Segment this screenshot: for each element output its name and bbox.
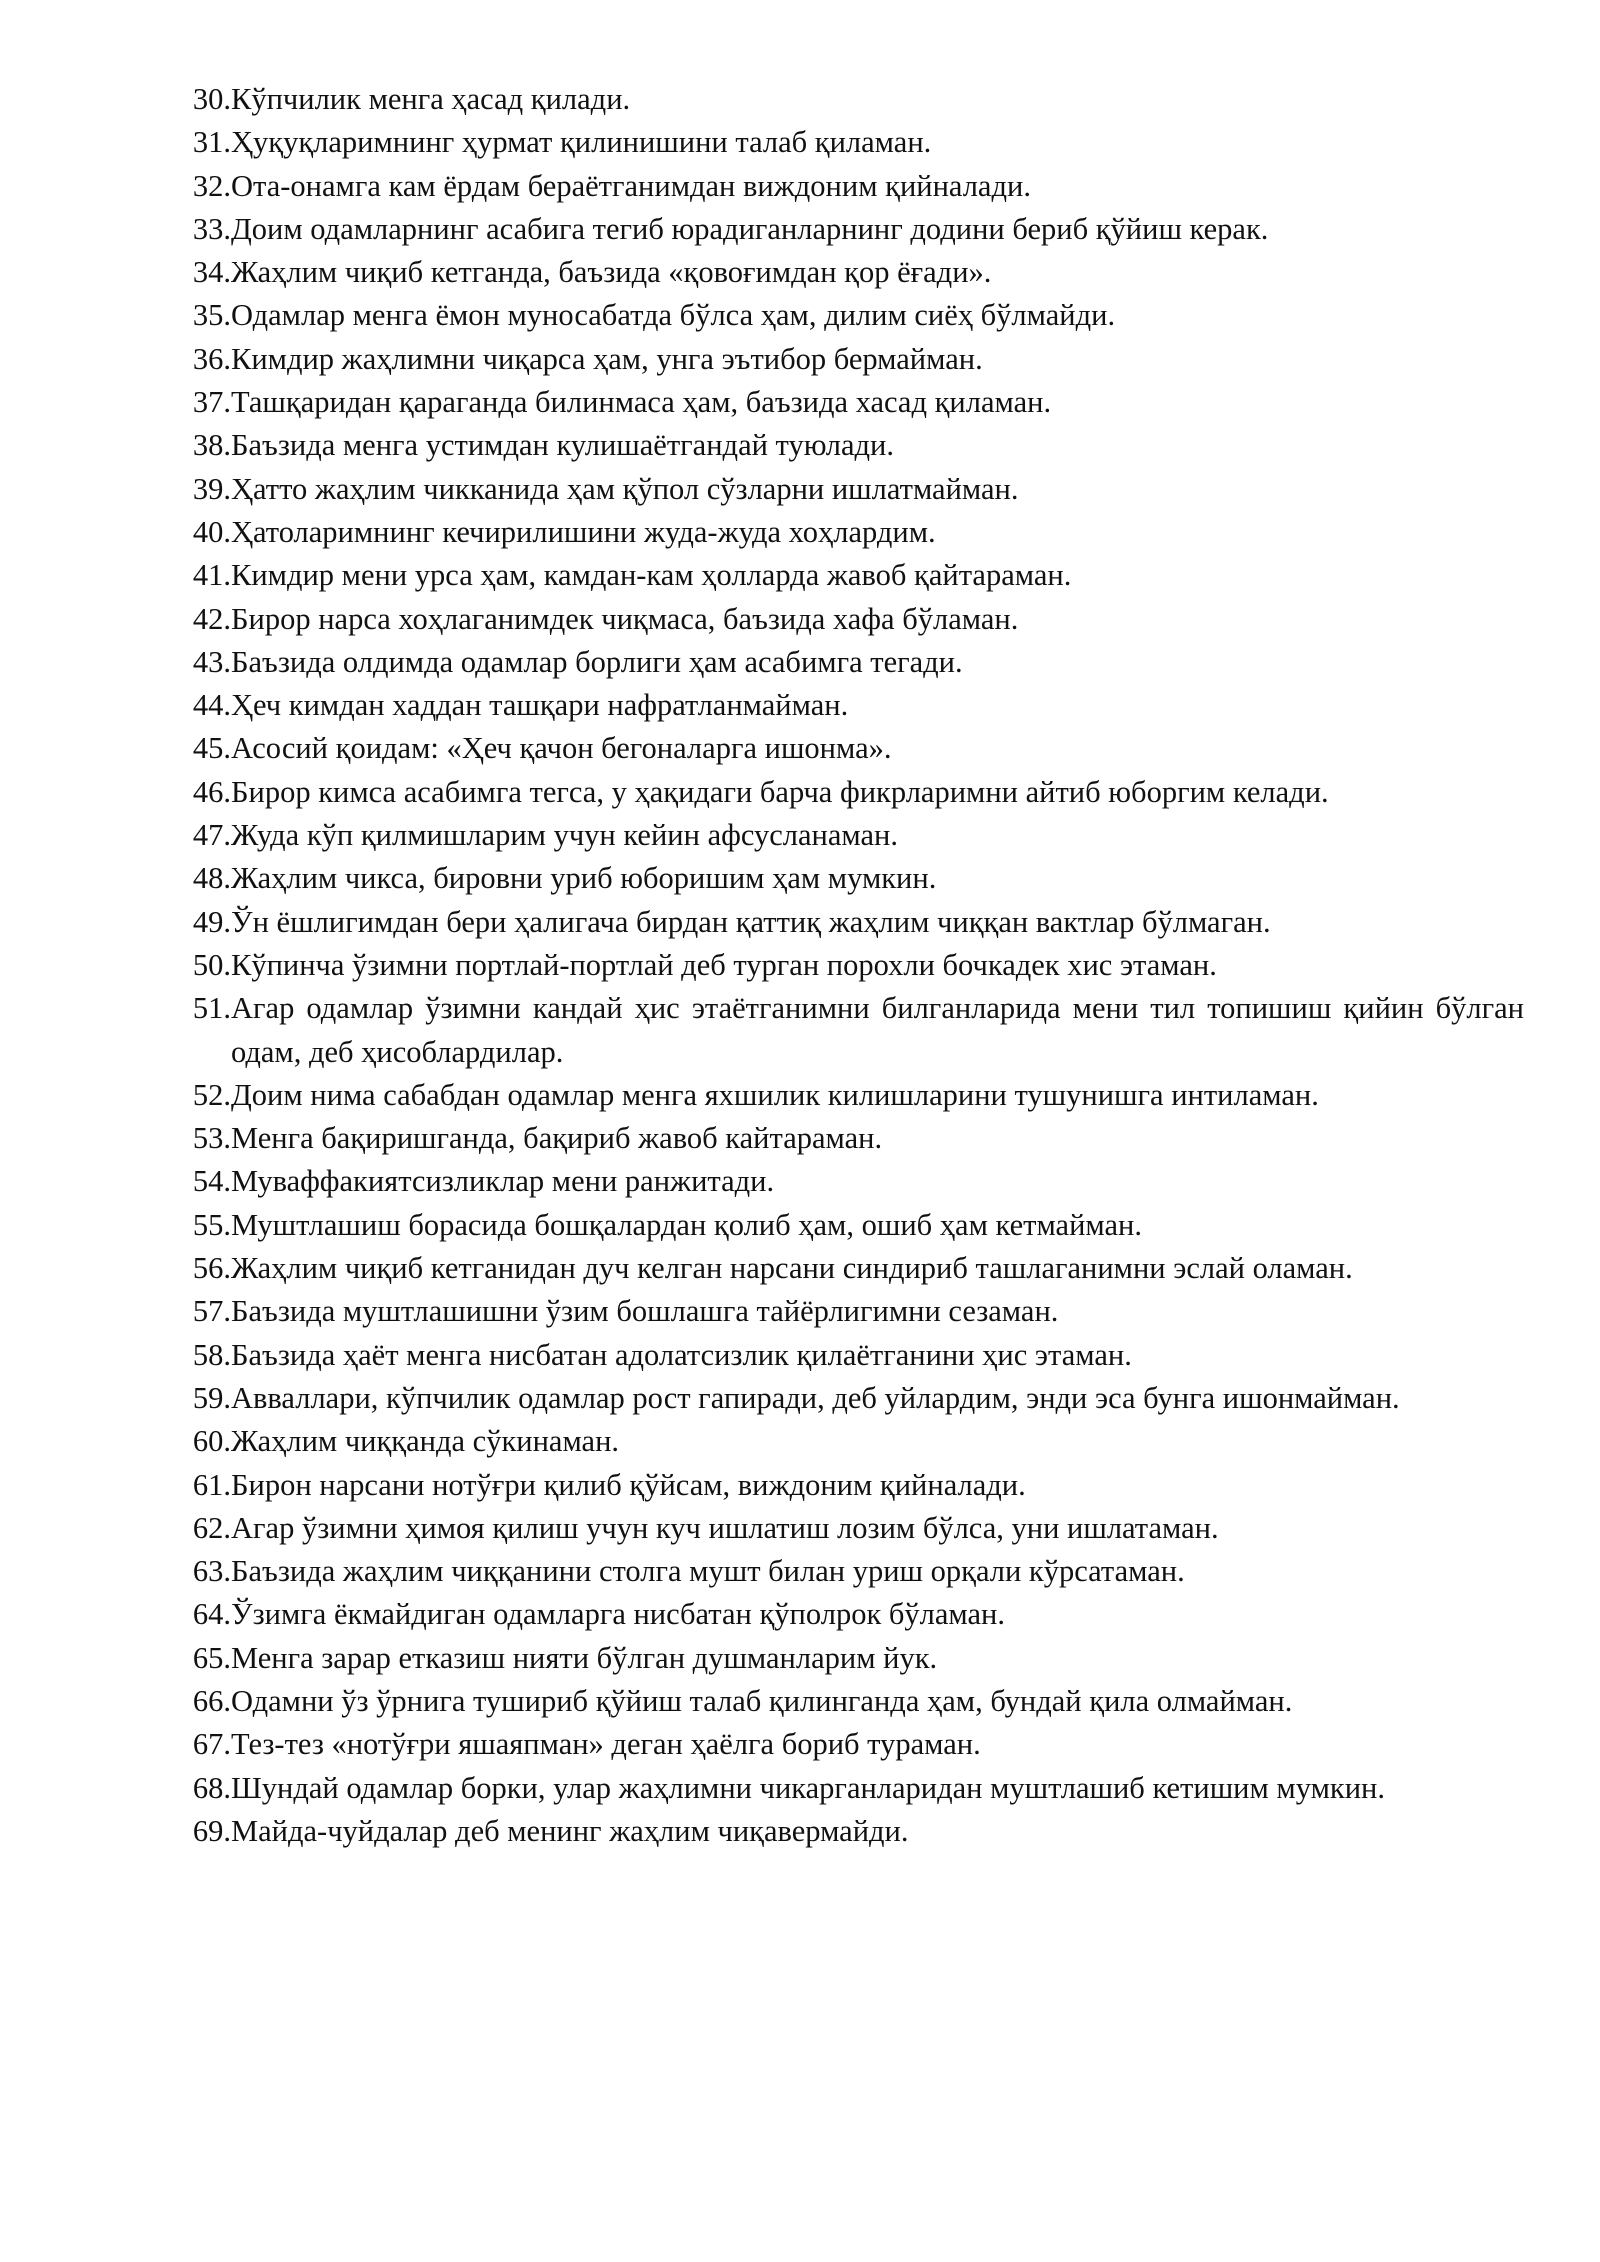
item-text: Ҳеч кимдан хаддан ташқари нафратланмайман. [231, 688, 849, 723]
item-text: Агар ўзимни ҳимоя қилиш учун куч ишлатиш лозим бўлса, уни ишлатаман. [231, 1510, 1219, 1545]
item-text: Баъзида муштлашишни ўзим бошлашга тайёрлигимни сезаман. [231, 1294, 1059, 1329]
list-item [178, 294, 1524, 337]
item-number: 40. [192, 514, 231, 549]
list-item [178, 338, 1524, 381]
item-text: Жаҳлим чиққанда сўкинаман. [231, 1424, 620, 1459]
list-item [178, 1507, 1524, 1550]
item-text: Муштлашиш борасида бошқалардан қолиб ҳам, ошиб ҳам кетмайман. [231, 1207, 1142, 1242]
list-item [178, 1767, 1524, 1810]
item-number: 54. [192, 1164, 231, 1199]
item-number: 63. [192, 1554, 231, 1589]
item-number: 60. [192, 1424, 231, 1459]
item-number: 50. [192, 947, 231, 982]
item-text: Асосий қоидам: «Ҳеч қачон бегоналарга ишонма». [231, 731, 892, 766]
list-item [178, 1680, 1524, 1723]
list-item [178, 1074, 1524, 1117]
item-text: Тез-тез «нотўғри яшаяпман» деган ҳаёлга бориб тураман. [231, 1727, 981, 1762]
list-item [178, 1204, 1524, 1247]
list-item [178, 1550, 1524, 1593]
item-text: Кимдир жаҳлимни чиқарса ҳам, унга эътибор бермайман. [231, 341, 983, 376]
list-item [178, 727, 1524, 770]
item-number: 55. [192, 1207, 231, 1242]
item-text: Бирор кимса асабимга тегса, у ҳақидаги барча фикрларимни айтиб юборгим келади. [231, 774, 1329, 809]
item-text: Ташқаридан қараганда билинмаса ҳам, баъзида хасад қиламан. [231, 385, 1052, 420]
list-item [178, 1160, 1524, 1203]
list-item [178, 944, 1524, 987]
item-number: 61. [192, 1467, 231, 1502]
item-text: Ўзимга ёкмайдиган одамларга нисбатан қўполрок бўламан. [231, 1597, 1005, 1632]
item-text: Доим одамларнинг асабига тегиб юрадиганларнинг додини бериб қўйиш керак. [231, 211, 1269, 246]
item-number: 59. [192, 1380, 231, 1415]
list-item [178, 1247, 1524, 1290]
item-text: Баъзида жаҳлим чиққанини столга мушт билан уриш орқали кўрсатаман. [231, 1554, 1185, 1589]
item-number: 35. [192, 298, 231, 333]
item-text: Ҳуқуқларимнинг ҳурмат қилинишини талаб қиламан. [231, 125, 932, 160]
item-number: 49. [192, 904, 231, 939]
item-number: 34. [192, 255, 231, 290]
item-number: 43. [192, 644, 231, 679]
item-number: 39. [192, 471, 231, 506]
list-item [178, 165, 1524, 208]
item-number: 44. [192, 688, 231, 723]
item-text: Бирор нарса хоҳлаганимдек чиқмаса, баъзида хафа бўламан. [231, 601, 1019, 636]
list-item [178, 554, 1524, 597]
item-number: 46. [192, 774, 231, 809]
item-text: Баъзида олдимда одамлар борлиги ҳам асабимга тегади. [231, 644, 963, 679]
item-number: 37. [192, 385, 231, 420]
item-number: 32. [192, 168, 231, 203]
item-number: 52. [192, 1077, 231, 1112]
item-number: 65. [192, 1640, 231, 1675]
item-number: 56. [192, 1251, 231, 1286]
list-item [178, 1464, 1524, 1507]
list-item [178, 987, 1524, 1074]
item-number: 67. [192, 1727, 231, 1762]
item-text: Баъзида ҳаёт менга нисбатан адолатсизлик қилаётганини ҳис этаман. [231, 1337, 1132, 1372]
list-item [178, 901, 1524, 944]
item-text: Ҳатоларимнинг кечирилишини жуда-жуда хоҳлардим. [231, 514, 936, 549]
list-item [178, 1810, 1524, 1853]
item-text: Кимдир мени урса ҳам, камдан-кам ҳолларда жавоб қайтараман. [231, 558, 1072, 593]
list-item [178, 468, 1524, 511]
item-text: Жуда кўп қилмишларим учун кейин афсусланаман. [231, 818, 898, 853]
item-number: 41. [192, 558, 231, 593]
list-item [178, 1420, 1524, 1463]
list-item [178, 1117, 1524, 1160]
item-text: Майда-чуйдалар деб менинг жаҳлим чиқавермайди. [231, 1813, 909, 1848]
list-item [178, 121, 1524, 164]
item-number: 57. [192, 1294, 231, 1329]
item-number: 48. [192, 861, 231, 896]
list-item [178, 1723, 1524, 1766]
item-number: 33. [192, 211, 231, 246]
item-number: 38. [192, 428, 231, 463]
item-text: Ҳатто жаҳлим чикканида ҳам қўпол сўзларни ишлатмайман. [231, 471, 1019, 506]
item-number: 66. [192, 1683, 231, 1718]
item-text: Жаҳлим чиқиб кетганда, баъзида «қовоғимдан қор ёғади». [231, 255, 992, 290]
item-number: 64. [192, 1597, 231, 1632]
list-item [178, 381, 1524, 424]
list-item [178, 771, 1524, 814]
item-number: 30. [192, 82, 231, 116]
item-text: Одамни ўз ўрнига тушириб қўйиш талаб қилинганда ҳам, бундай қила олмайман. [231, 1683, 1293, 1718]
item-text: Бирон нарсани нотўғри қилиб қўйсам, виждоним қийналади. [231, 1467, 1026, 1502]
list-item [178, 424, 1524, 467]
item-text: Баъзида менга устимдан кулишаётгандай туюлади. [231, 428, 894, 463]
list-item [178, 684, 1524, 727]
item-text: Муваффакиятсизликлар мени ранжитади. [231, 1164, 775, 1199]
item-text: Жаҳлим чикса, бировни уриб юборишим ҳам мумкин. [231, 861, 937, 896]
item-number: 58. [192, 1337, 231, 1372]
item-number: 69. [192, 1813, 231, 1848]
item-text: Ота-онамга кам ёрдам бераётганимдан виждоним қийналади. [231, 168, 1031, 203]
item-text: Одамлар менга ёмон муносабатда бўлса ҳам, дилим сиёҳ бўлмайди. [231, 298, 1116, 333]
list-item [178, 1377, 1524, 1420]
item-number: 62. [192, 1510, 231, 1545]
item-number: 31. [192, 125, 231, 160]
list-item [178, 1290, 1524, 1333]
item-text: Доим нима сабабдан одамлар менга яхшилик килишларини тушунишга интиламан. [231, 1077, 1319, 1112]
item-text: Менга бақиришганда, бақириб жавоб кайтараман. [231, 1121, 883, 1156]
list-item [178, 78, 1524, 121]
item-text: Менга зарар етказиш нияти бўлган душманларим йук. [231, 1640, 938, 1675]
question-list [178, 78, 1524, 1853]
item-text: Шундай одамлар борки, улар жаҳлимни чикарганларидан муштлашиб кетишим мумкин. [231, 1770, 1385, 1805]
list-item [178, 1637, 1524, 1680]
item-number: 47. [192, 818, 231, 853]
list-item [178, 511, 1524, 554]
list-item [178, 1334, 1524, 1377]
list-item [178, 641, 1524, 684]
item-text: Кўпинча ўзимни портлай-портлай деб турган порохли бочкадек хис этаман. [231, 947, 1217, 982]
item-number: 51. [192, 991, 231, 1026]
list-item [178, 208, 1524, 251]
list-item [178, 1593, 1524, 1636]
item-number: 42. [192, 601, 231, 636]
list-item [178, 251, 1524, 294]
item-text: Кўпчилик менга ҳасад қилади. [231, 82, 631, 116]
list-item [178, 857, 1524, 900]
item-text: Ўн ёшлигимдан бери ҳалигача бирдан қаттиқ жаҳлим чиққан вактлар бўлмаган. [231, 904, 1271, 939]
list-item [178, 814, 1524, 857]
item-text: Агар одамлар ўзимни кандай ҳис этаётганимни билганларида мени тил топишиш қийин бўлган одам, деб ҳисоблардилар. [231, 991, 1524, 1069]
item-number: 53. [192, 1121, 231, 1156]
list-item [178, 598, 1524, 641]
item-text: Авваллари, кўпчилик одамлар рост гапиради, деб уйлардим, энди эса бунга ишонмайман. [231, 1380, 1400, 1415]
item-text: Жаҳлим чиқиб кетганидан дуч келган нарсани синдириб ташлаганимни эслай оламан. [231, 1251, 1353, 1286]
item-number: 36. [192, 341, 231, 376]
item-number: 68. [192, 1770, 231, 1805]
item-number: 45. [192, 731, 231, 766]
